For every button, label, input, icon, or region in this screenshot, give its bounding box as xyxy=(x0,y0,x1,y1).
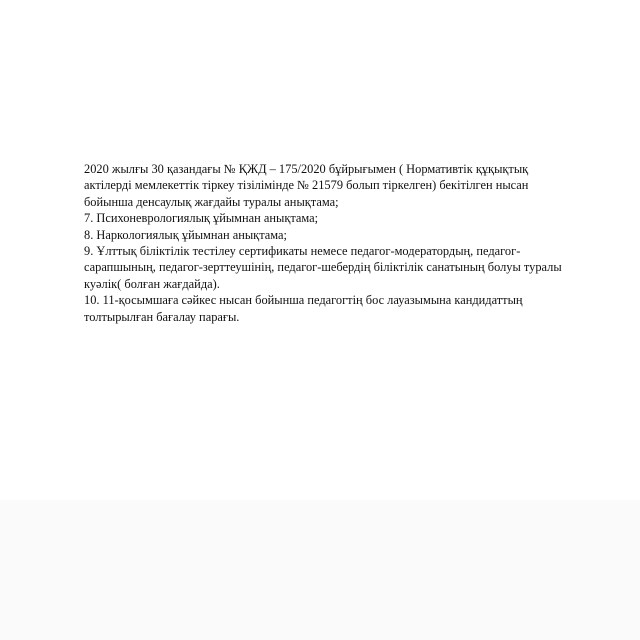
paragraph-health-certificate xyxy=(84,161,614,210)
text-line: толтырылған бағалау парағы. xyxy=(84,309,240,324)
text-line: куәлік( болған жағдайда). xyxy=(84,276,220,291)
document-text xyxy=(84,161,614,325)
text-line: 10. 11-қосымшаға сәйкес нысан бойынша педагогтің бос лауазымына кандидаттың xyxy=(84,293,523,308)
paragraph-item-8 xyxy=(84,227,614,243)
text-line: 9. Ұлттық біліктілік тестілеу сертификаты немесе педагог-модератордың, педагог- xyxy=(84,244,521,259)
paragraph-item-10 xyxy=(84,292,614,325)
text-line: 2020 жылғы 30 қазандағы № ҚЖД – 175/2020 бұйрығымен ( Нормативтік құқықтық xyxy=(84,162,529,176)
paragraph-item-9 xyxy=(84,243,614,292)
paragraph-item-7 xyxy=(84,210,614,226)
text-line: сарапшының, педагог-зерттеушінің, педагог-шебердің біліктілік санатының болуы туралы xyxy=(84,260,562,275)
text-line: 8. Наркологиялық ұйымнан анықтама; xyxy=(84,227,287,242)
text-line: 7. Психоневрологиялық ұйымнан анықтама; xyxy=(84,211,319,226)
text-line: бойынша денсаулық жағдайы туралы анықтама; xyxy=(84,194,339,209)
text-line: актілерді мемлекеттік тіркеу тізілімінде № 21579 болып тіркелген) бекітілген нысан xyxy=(84,178,529,193)
